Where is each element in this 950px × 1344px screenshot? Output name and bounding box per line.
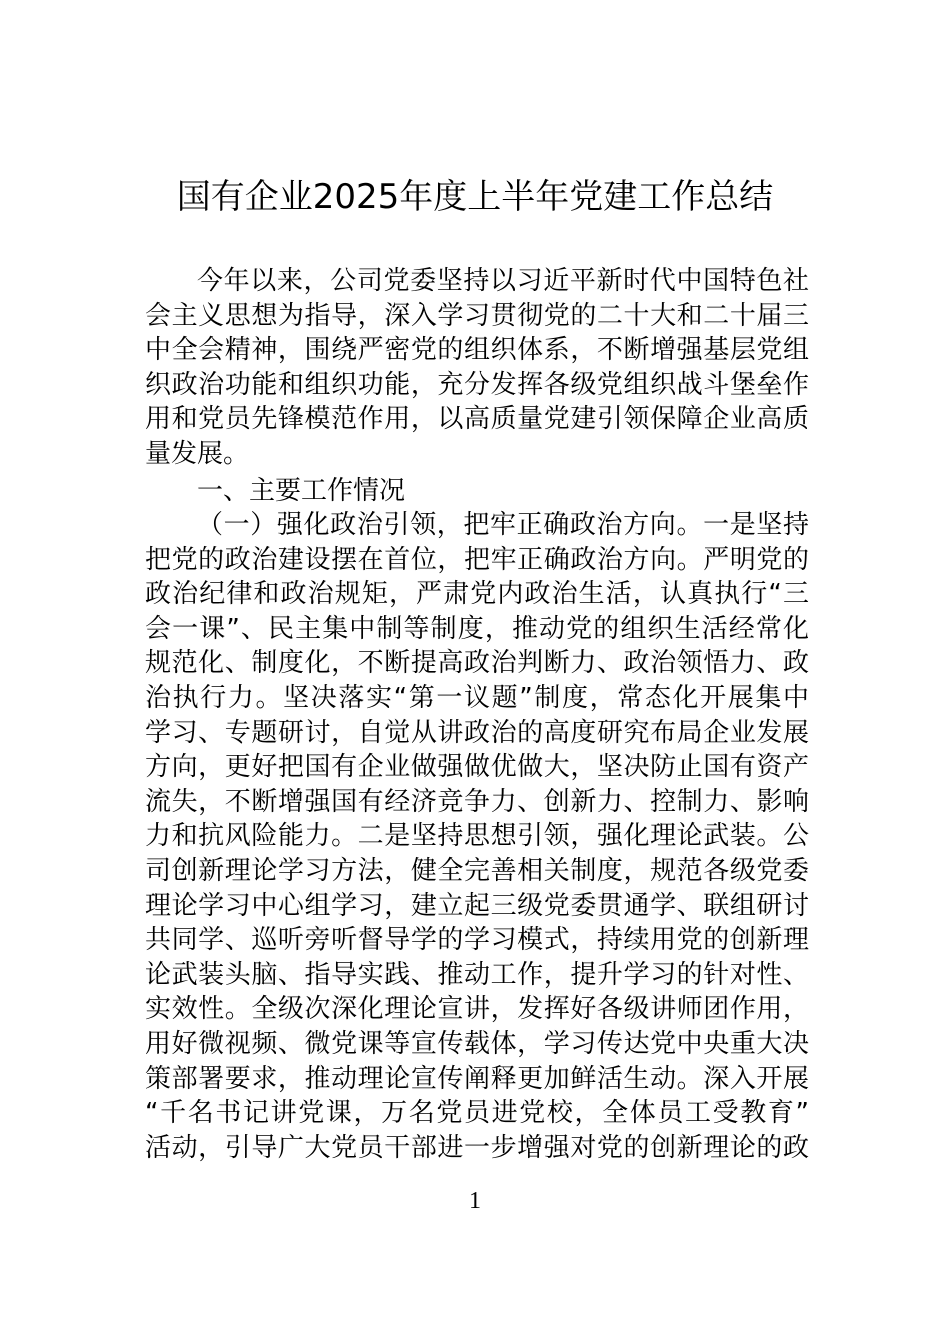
text-line: 把党的政治建设摆在首位，把牢正确政治方向。严明党的 [145,544,809,575]
text-line: 方向，更好把国有企业做强做优做大，坚决防止国有资产 [145,752,809,783]
paragraph-section-1 [145,508,809,1165]
text-line: 共同学、巡听旁听督导学的学习模式，持续用党的创新理 [145,925,809,956]
document-title: 国有企业2025年度上半年党建工作总结 [176,177,774,217]
text-line: 活动，引导广大党员干部进一步增强对党的创新理论的政 [145,1132,809,1163]
text-line: 量发展。 [145,438,250,469]
text-line: 规范化、制度化，不断提高政治判断力、政治领悟力、政 [145,648,809,679]
text-line: 力和抗风险能力。二是坚持思想引领，强化理论武装。公 [145,821,809,852]
text-line: 实效性。全级次深化理论宣讲，发挥好各级讲师团作用， [145,994,809,1025]
text-line: 论武装头脑、指导实践、推动工作，提升学习的针对性、 [145,959,809,990]
text-line: 会主义思想为指导，深入学习贯彻党的二十大和二十届三 [145,300,809,331]
text-line: 今年以来，公司党委坚持以习近平新时代中国特色社 [197,266,809,296]
text-line: （一）强化政治引领，把牢正确政治方向。一是坚持 [197,510,809,540]
section-heading [145,474,809,509]
paragraph-intro [145,264,809,472]
text-line: 用和党员先锋模范作用，以高质量党建引领保障企业高质 [145,404,809,435]
text-line: 用好微视频、微党课等宣传载体，学习传达党中央重大决 [145,1028,809,1059]
page-number: 1 [469,1188,481,1214]
text-line: “千名书记讲党课，万名党员进党校，全体员工受教育” [145,1098,809,1129]
text-line: 中全会精神，围绕严密党的组织体系，不断增强基层党组 [145,335,809,366]
text-line: 流失，不断增强国有经济竞争力、创新力、控制力、影响 [145,786,809,817]
text-line: 织政治功能和组织功能，充分发挥各级党组织战斗堡垒作 [145,369,809,400]
text-line: 会一课”、民主集中制等制度，推动党的组织生活经常化 [145,613,809,644]
text-line: 理论学习中心组学习，建立起三级党委贯通学、联组研讨 [145,890,809,921]
text-line: 政治纪律和政治规矩，严肃党内政治生活，认真执行“三 [145,579,809,610]
text-line: 策部署要求，推动理论宣传阐释更加鲜活生动。深入开展 [145,1063,809,1094]
text-line: 学习、专题研讨，自觉从讲政治的高度研究布局企业发展 [145,717,809,748]
text-line: 治执行力。坚决落实“第一议题”制度，常态化开展集中 [145,682,809,713]
text-line: 司创新理论学习方法，健全完善相关制度，规范各级党委 [145,855,809,886]
heading-text: 一、主要工作情况 [197,476,406,506]
